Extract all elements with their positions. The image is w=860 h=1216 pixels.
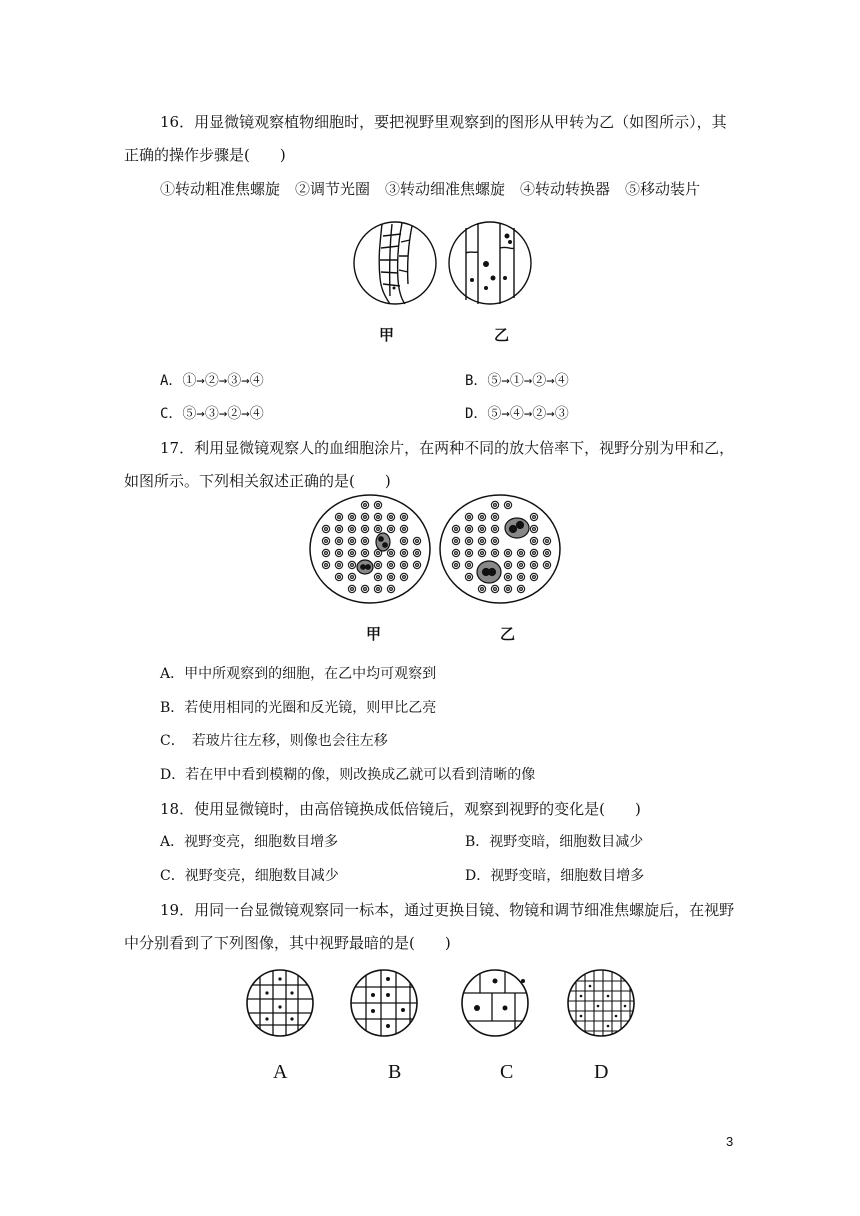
red-blood-cell-center — [377, 528, 380, 531]
q19-label-b: B — [388, 1061, 402, 1083]
q17-white-cells — [357, 518, 529, 583]
red-blood-cell-center — [494, 504, 497, 507]
q16-label-jia: 甲 — [379, 326, 395, 344]
red-blood-cell-center — [351, 588, 354, 591]
q19-field-d — [566, 968, 636, 1038]
red-blood-cell-center — [507, 504, 510, 507]
red-blood-cell-center — [468, 552, 471, 555]
red-blood-cell-center — [377, 588, 380, 591]
q17-field-yi — [440, 495, 560, 603]
red-blood-cell-center — [455, 564, 458, 567]
q17-figure — [305, 492, 565, 610]
red-blood-cell-center — [338, 516, 341, 519]
red-blood-cell-center — [507, 552, 510, 555]
red-blood-cell-center — [481, 588, 484, 591]
red-blood-cell-center — [468, 528, 471, 531]
q19-field-b — [349, 968, 419, 1038]
red-blood-cell-center — [468, 564, 471, 567]
red-blood-cell-center — [481, 552, 484, 555]
red-blood-cell-center — [533, 552, 536, 555]
red-blood-cell-center — [338, 564, 341, 567]
red-blood-cell-center — [520, 552, 523, 555]
q19-stem-line1: 19．用同一台显微镜观察同一标本，通过更换目镜、物镜和调节细准焦螺旋后，在视野 — [160, 901, 735, 919]
red-blood-cell-center — [403, 516, 406, 519]
red-blood-cell-center — [338, 528, 341, 531]
red-blood-cell-center — [338, 540, 341, 543]
red-blood-cell-center — [338, 552, 341, 555]
q16-option-c: C．⑤→③→②→④ — [160, 406, 264, 422]
red-blood-cell-center — [468, 516, 471, 519]
q17-field-jia — [310, 495, 430, 603]
red-blood-cell-center — [351, 576, 354, 579]
red-blood-cell-center — [546, 540, 549, 543]
red-blood-cell-center — [507, 564, 510, 567]
red-blood-cell-center — [351, 528, 354, 531]
red-blood-cell-center — [416, 540, 419, 543]
red-blood-cell-center — [390, 552, 393, 555]
q16-figure — [350, 218, 540, 308]
q19-label-d: D — [594, 1061, 609, 1083]
red-blood-cell-center — [390, 516, 393, 519]
red-blood-cell-center — [494, 516, 497, 519]
q16-stem-line2: 正确的操作步骤是( ) — [124, 146, 286, 164]
q19-label-c: C — [500, 1061, 514, 1083]
red-blood-cell-center — [390, 588, 393, 591]
red-blood-cell-center — [377, 564, 380, 567]
red-blood-cell-center — [494, 552, 497, 555]
red-blood-cell-center — [351, 540, 354, 543]
q17-option-a: A．甲中所观察到的细胞，在乙中均可观察到 — [160, 666, 437, 682]
red-blood-cell-center — [403, 552, 406, 555]
red-blood-cell-center — [494, 528, 497, 531]
red-blood-cell-center — [351, 516, 354, 519]
red-blood-cell-center — [377, 516, 380, 519]
red-blood-cell-center — [377, 552, 380, 555]
red-blood-cell-center — [455, 552, 458, 555]
red-blood-cell-center — [403, 576, 406, 579]
q19-figure — [240, 963, 640, 1043]
q18-option-a: A．视野变亮，细胞数目增多 — [160, 834, 339, 850]
q16-field-jia — [354, 222, 436, 304]
red-blood-cell-center — [364, 540, 367, 543]
q18-option-c: C．视野变亮，细胞数目减少 — [160, 868, 339, 884]
red-blood-cell-center — [390, 564, 393, 567]
red-blood-cell-center — [364, 504, 367, 507]
red-blood-cell-center — [468, 540, 471, 543]
page-number: 3 — [726, 1134, 734, 1149]
q17-option-c: C． 若玻片往左移，则像也会往左移 — [160, 733, 388, 749]
red-blood-cell-center — [364, 516, 367, 519]
q17-option-b: B．若使用相同的光圈和反光镜，则甲比乙亮 — [160, 700, 437, 716]
red-blood-cell-center — [416, 552, 419, 555]
red-blood-cell-center — [338, 576, 341, 579]
red-blood-cell-center — [468, 576, 471, 579]
q16-option-a: A．①→②→③→④ — [160, 373, 264, 389]
red-blood-cell-center — [520, 564, 523, 567]
red-blood-cell-center — [390, 528, 393, 531]
red-blood-cell-center — [481, 528, 484, 531]
q17-stem-line2: 如图所示。下列相关叙述正确的是( ) — [124, 472, 391, 490]
q16-steps: ①转动粗准焦螺旋 ②调节光圈 ③转动细准焦螺旋 ④转动转换器 ⑤移动装片 — [160, 180, 701, 198]
q16-option-b: B．⑤→①→②→④ — [465, 373, 569, 389]
red-blood-cell-center — [507, 576, 510, 579]
red-blood-cell-center — [364, 528, 367, 531]
red-blood-cell-center — [351, 552, 354, 555]
q16-stem-line1: 16．用显微镜观察植物细胞时，要把视野里观察到的图形从甲转为乙（如图所示），其 — [160, 113, 727, 131]
q18-stem: 18．使用显微镜时，由高倍镜换成低倍镜后，观察到视野的变化是( ) — [160, 800, 641, 818]
red-blood-cell-center — [533, 576, 536, 579]
red-blood-cell-center — [533, 540, 536, 543]
red-blood-cell-center — [403, 540, 406, 543]
red-blood-cell-center — [533, 528, 536, 531]
red-blood-cell-center — [325, 528, 328, 531]
red-blood-cell-center — [546, 552, 549, 555]
q17-option-d: D．若在甲中看到模糊的像，则改换成乙就可以看到清晰的像 — [160, 767, 536, 783]
q16-option-d: D．⑤→④→②→③ — [465, 406, 569, 422]
red-blood-cell-center — [390, 576, 393, 579]
q18-option-d: D．视野变暗，细胞数目增多 — [465, 868, 645, 884]
red-blood-cell-center — [520, 588, 523, 591]
red-blood-cell-center — [416, 564, 419, 567]
q17-stem-line1: 17．利用显微镜观察人的血细胞涂片，在两种不同的放大倍率下，视野分别为甲和乙， — [160, 439, 735, 457]
red-blood-cell-center — [520, 576, 523, 579]
red-blood-cell-center — [351, 564, 354, 567]
red-blood-cell-center — [455, 528, 458, 531]
red-blood-cell-center — [377, 504, 380, 507]
q18-option-b: B．视野变暗，细胞数目减少 — [465, 834, 644, 850]
red-blood-cell-center — [325, 540, 328, 543]
red-blood-cell-center — [455, 540, 458, 543]
red-blood-cell-center — [481, 516, 484, 519]
red-blood-cell-center — [325, 552, 328, 555]
red-blood-cell-center — [377, 576, 380, 579]
red-blood-cell-center — [364, 588, 367, 591]
red-blood-cell-center — [533, 516, 536, 519]
q17-label-jia: 甲 — [366, 625, 382, 643]
red-blood-cell-center — [507, 588, 510, 591]
red-blood-cell-center — [481, 540, 484, 543]
red-blood-cell-center — [494, 540, 497, 543]
q17-label-yi: 乙 — [500, 625, 516, 643]
red-blood-cell-center — [494, 588, 497, 591]
red-blood-cell-center — [403, 528, 406, 531]
q19-stem-line2: 中分别看到了下列图像，其中视野最暗的是( ) — [124, 934, 451, 952]
q19-label-a: A — [273, 1061, 288, 1083]
red-blood-cell-center — [403, 564, 406, 567]
red-blood-cell-center — [325, 564, 328, 567]
q16-label-yi: 乙 — [494, 326, 510, 344]
q16-field-yi — [449, 222, 531, 304]
red-blood-cell-center — [546, 564, 549, 567]
red-blood-cell-center — [364, 552, 367, 555]
red-blood-cell-center — [533, 564, 536, 567]
